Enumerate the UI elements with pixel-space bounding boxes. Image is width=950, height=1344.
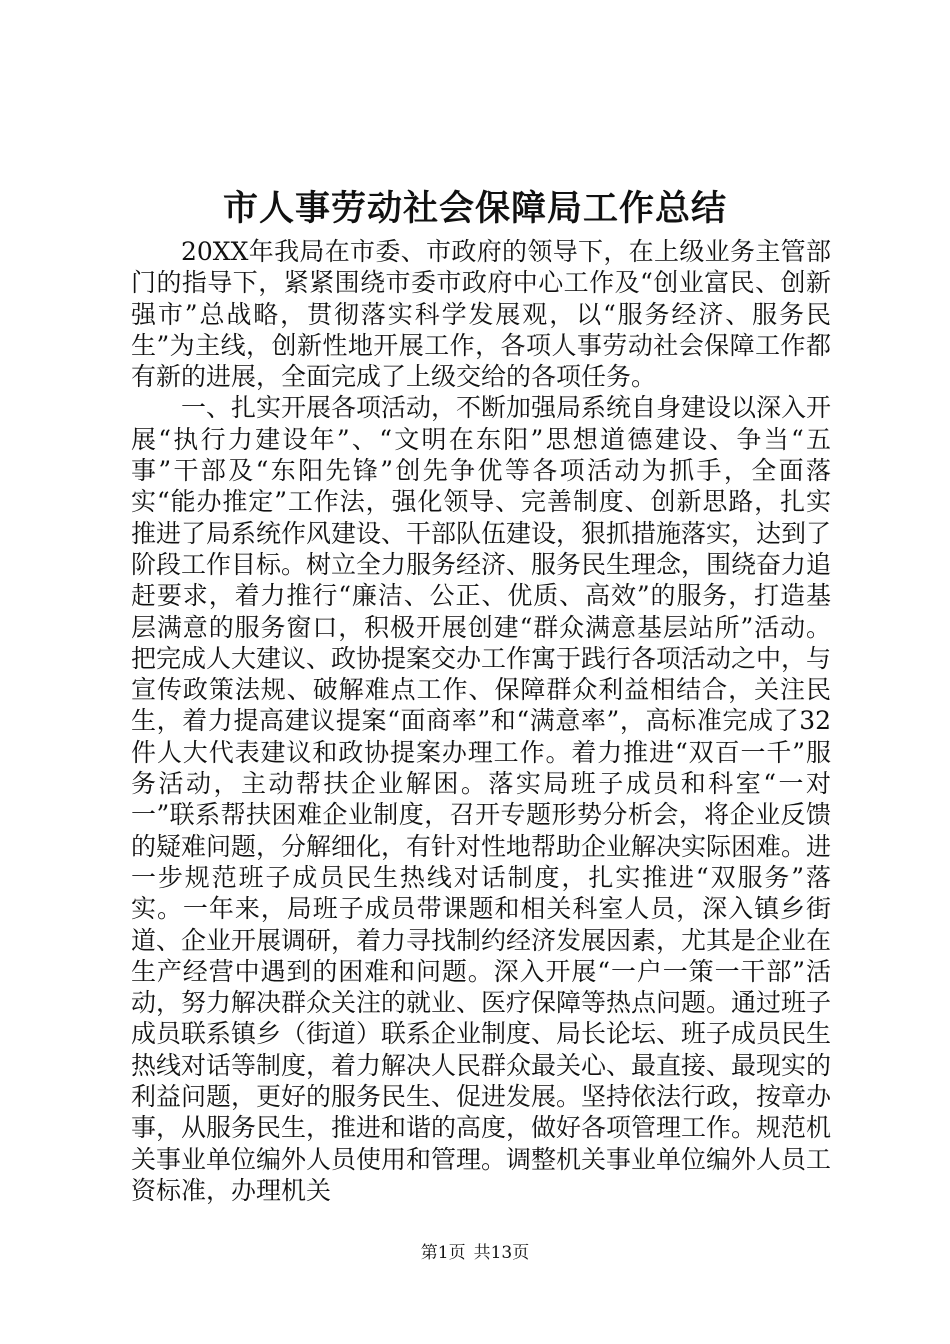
document-body (131, 236, 831, 1206)
paragraph-intro: 20XX年我局在市委、市政府的领导下，在上级业务主管部门的指导下，紧紧围绕市委市政府中心工作及“创业富民、创新强市”总战略，贯彻落实科学发展观，以“服务经济、服务民生”为主线，创新性地开展工作，各项人事劳动社会保障工作都有新的进展，全面完成了上级交给的各项任务。 (131, 237, 831, 392)
paragraph-section-1: 一、扎实开展各项活动，不断加强局系统自身建设以深入开展“执行力建设年”、“文明在东阳”思想道德建设、争当“五事”干部及“东阳先锋”创先争优等各项活动为抓手，全面落实“能办推定”工作法，强化领导、完善制度、创新思路，扎实推进了局系统作风建设、干部队伍建设，狠抓措施落实，达到了阶段工作目标。树立全力服务经济、服务民生理念，围绕奋力追赶要求，着力推行“廉洁、公正、优质、高效”的服务，打造基层满意的服务窗口，积极开展创建“群众满意基层站所”活动。把完成人大建议、政协提案交办工作寓于践行各项活动之中，与宣传政策法规、破解难点工作、保障群众利益相结合，关注民生，着力提高建议提案“面商率”和“满意率”，高标准完成了32件人大代表建议和政协提案办理工作。着力推进“双百一千”服务活动，主动帮扶企业解困。落实局班子成员和科室“一对一”联系帮扶困难企业制度，召开专题形势分析会，将企业反馈的疑难问题，分解细化，有针对性地帮助企业解决实际困难。进一步规范班子成员民生热线对话制度，扎实推进“双服务”落实。一年来，局班子成员带课题和相关科室人员，深入镇乡街道、企业开展调研，着力寻找制约经济发展因素，尤其是企业在生产经营中遇到的困难和问题。深入开展“一户一策一干部”活动，努力解决群众关注的就业、医疗保障等热点问题。通过班子成员联系镇乡（街道）联系企业制度、局长论坛、班子成员民生热线对话等制度，着力解决人民群众最关心、最直接、最现实的利益问题，更好的服务民生、促进发展。坚持依法行政，按章办事，从服务民生，推进和谐的高度，做好各项管理工作。规范机关事业单位编外人员使用和管理。调整机关事业单位编外人员工资标准，办理机关 (131, 393, 832, 1205)
page-footer (0, 1242, 950, 1264)
document-title: 市人事劳动社会保障局工作总结 (222, 188, 727, 229)
page-total: 共13页 (473, 1243, 530, 1263)
page-number: 第1页 (420, 1243, 466, 1263)
